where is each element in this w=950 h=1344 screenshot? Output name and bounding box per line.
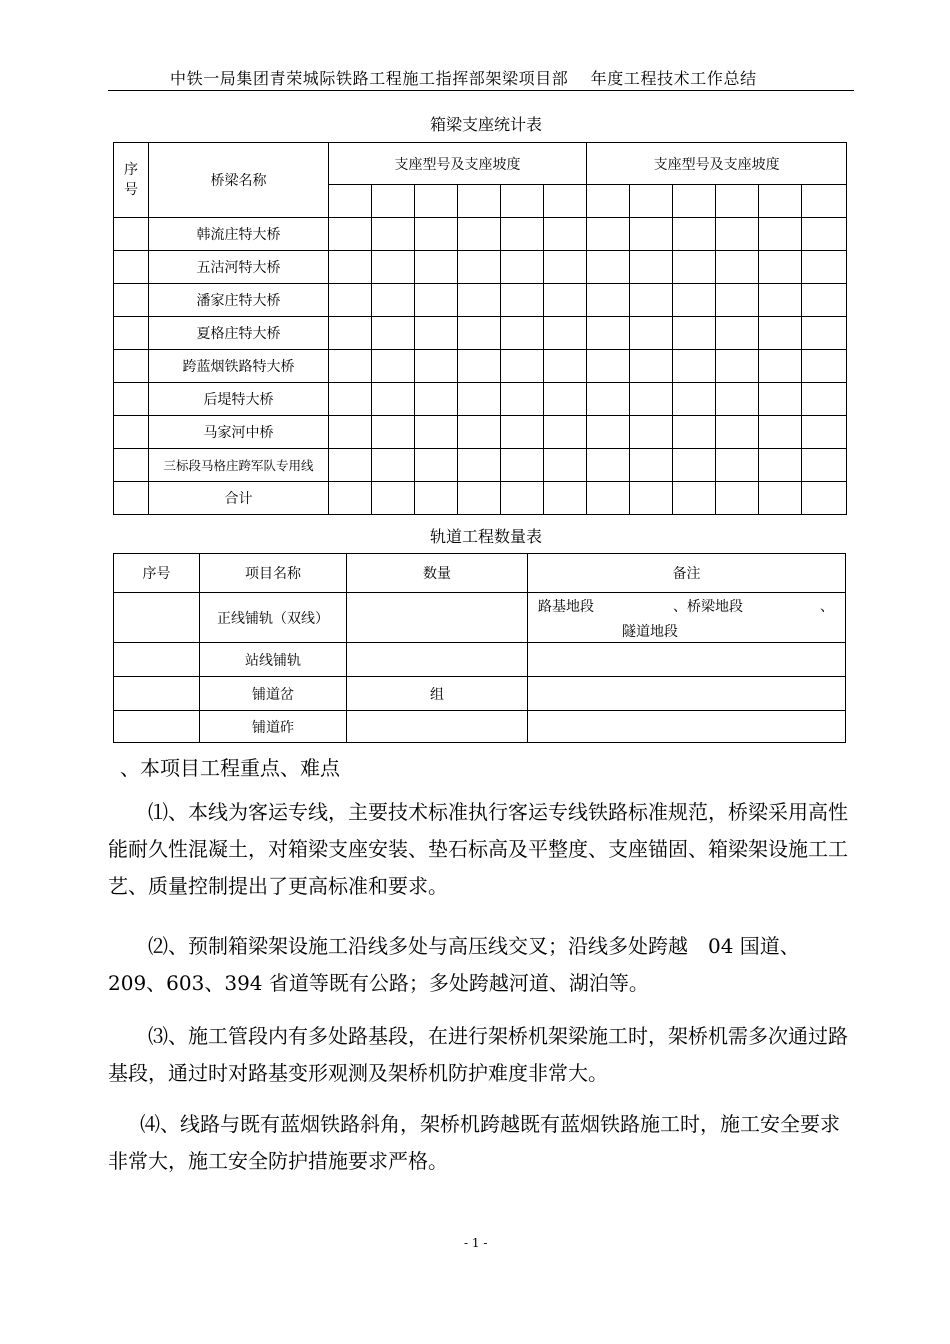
note-bridge: 、桥梁地段 xyxy=(673,599,743,615)
item-note xyxy=(528,593,846,643)
bridge-name: 三标段马格庄跨军队专用线 xyxy=(149,449,329,482)
bridge-name: 韩流庄特大桥 xyxy=(149,218,329,251)
table-row xyxy=(114,350,847,383)
bearing-type-header-1: 支座型号及支座坡度 xyxy=(329,143,587,185)
table-row xyxy=(114,643,846,677)
item-name-header: 项目名称 xyxy=(200,554,347,593)
bearing-table xyxy=(113,142,847,515)
table-row xyxy=(114,416,847,449)
seq-header: 序号 xyxy=(114,554,200,593)
note-roadbed: 路基地段 xyxy=(538,599,594,615)
bridge-name: 夏格庄特大桥 xyxy=(149,317,329,350)
note-header: 备注 xyxy=(528,554,846,593)
header-text: 中铁一局集团青荣城际铁路工程施工指挥部架梁项目部 年度工程技术工作总结 xyxy=(170,69,757,88)
seq-header: 序 号 xyxy=(114,143,149,218)
track-table xyxy=(113,553,846,743)
track-table-title: 轨道工程数量表 xyxy=(430,527,543,546)
bridge-name: 马家河中桥 xyxy=(149,416,329,449)
table-row xyxy=(114,593,846,643)
item-name: 铺道砟 xyxy=(200,711,347,743)
table-row xyxy=(114,218,847,251)
item-name: 铺道岔 xyxy=(200,677,347,711)
table-row xyxy=(114,449,847,482)
paragraph-4: ⑷、线路与既有蓝烟铁路斜角，架桥机跨越既有蓝烟铁路施工时，施工安全要求非常大，施工安全防护措施要求严格。 xyxy=(108,1112,840,1173)
note-sep: 、 xyxy=(820,599,834,615)
item-name: 正线铺轨（双线） xyxy=(200,593,347,643)
item-name: 站线铺轨 xyxy=(200,643,347,677)
table-row xyxy=(114,284,847,317)
table-row xyxy=(114,677,846,711)
paragraph-1: ⑴、本线为客运专线，主要技术标准执行客运专线铁路标准规范，桥梁采用高性能耐久性混凝土，对箱梁支座安装、垫石标高及平整度、支座锚固、箱梁架设施工工艺、质量控制提出了更高标准和要求。 xyxy=(108,800,848,898)
total-label: 合计 xyxy=(149,482,329,515)
table-row xyxy=(114,711,846,743)
item-quantity xyxy=(347,711,528,743)
bridge-name: 潘家庄特大桥 xyxy=(149,284,329,317)
table-row xyxy=(114,251,847,284)
page-header xyxy=(108,64,854,91)
note-tunnel: 隧道地段 xyxy=(622,624,678,640)
bridge-name: 跨蓝烟铁路特大桥 xyxy=(149,350,329,383)
bridge-name-header: 桥梁名称 xyxy=(149,143,329,218)
quantity-header: 数量 xyxy=(347,554,528,593)
table-row xyxy=(114,383,847,416)
item-quantity: 组 xyxy=(347,677,528,711)
paragraph-3: ⑶、施工管段内有多处路基段，在进行架桥机架梁施工时，架桥机需多次通过路基段，通过时对路基变形观测及架桥机防护难度非常大。 xyxy=(108,1024,848,1085)
table-row xyxy=(114,482,847,515)
item-quantity xyxy=(347,593,528,643)
table-row xyxy=(114,317,847,350)
bridge-name: 五沽河特大桥 xyxy=(149,251,329,284)
section-title: 、本项目工程重点、难点 xyxy=(120,756,340,780)
bearing-type-header-2: 支座型号及支座坡度 xyxy=(587,143,847,185)
bridge-name: 后堤特大桥 xyxy=(149,383,329,416)
paragraph-2: ⑵、预制箱梁架设施工沿线多处与高压线交叉；沿线多处跨越 04 国道、209、603、394 省道等既有公路；多处跨越河道、湖泊等。 xyxy=(108,934,800,995)
bearing-table-title: 箱梁支座统计表 xyxy=(430,115,543,134)
page-number: - 1 - xyxy=(464,1236,488,1250)
item-quantity xyxy=(347,643,528,677)
